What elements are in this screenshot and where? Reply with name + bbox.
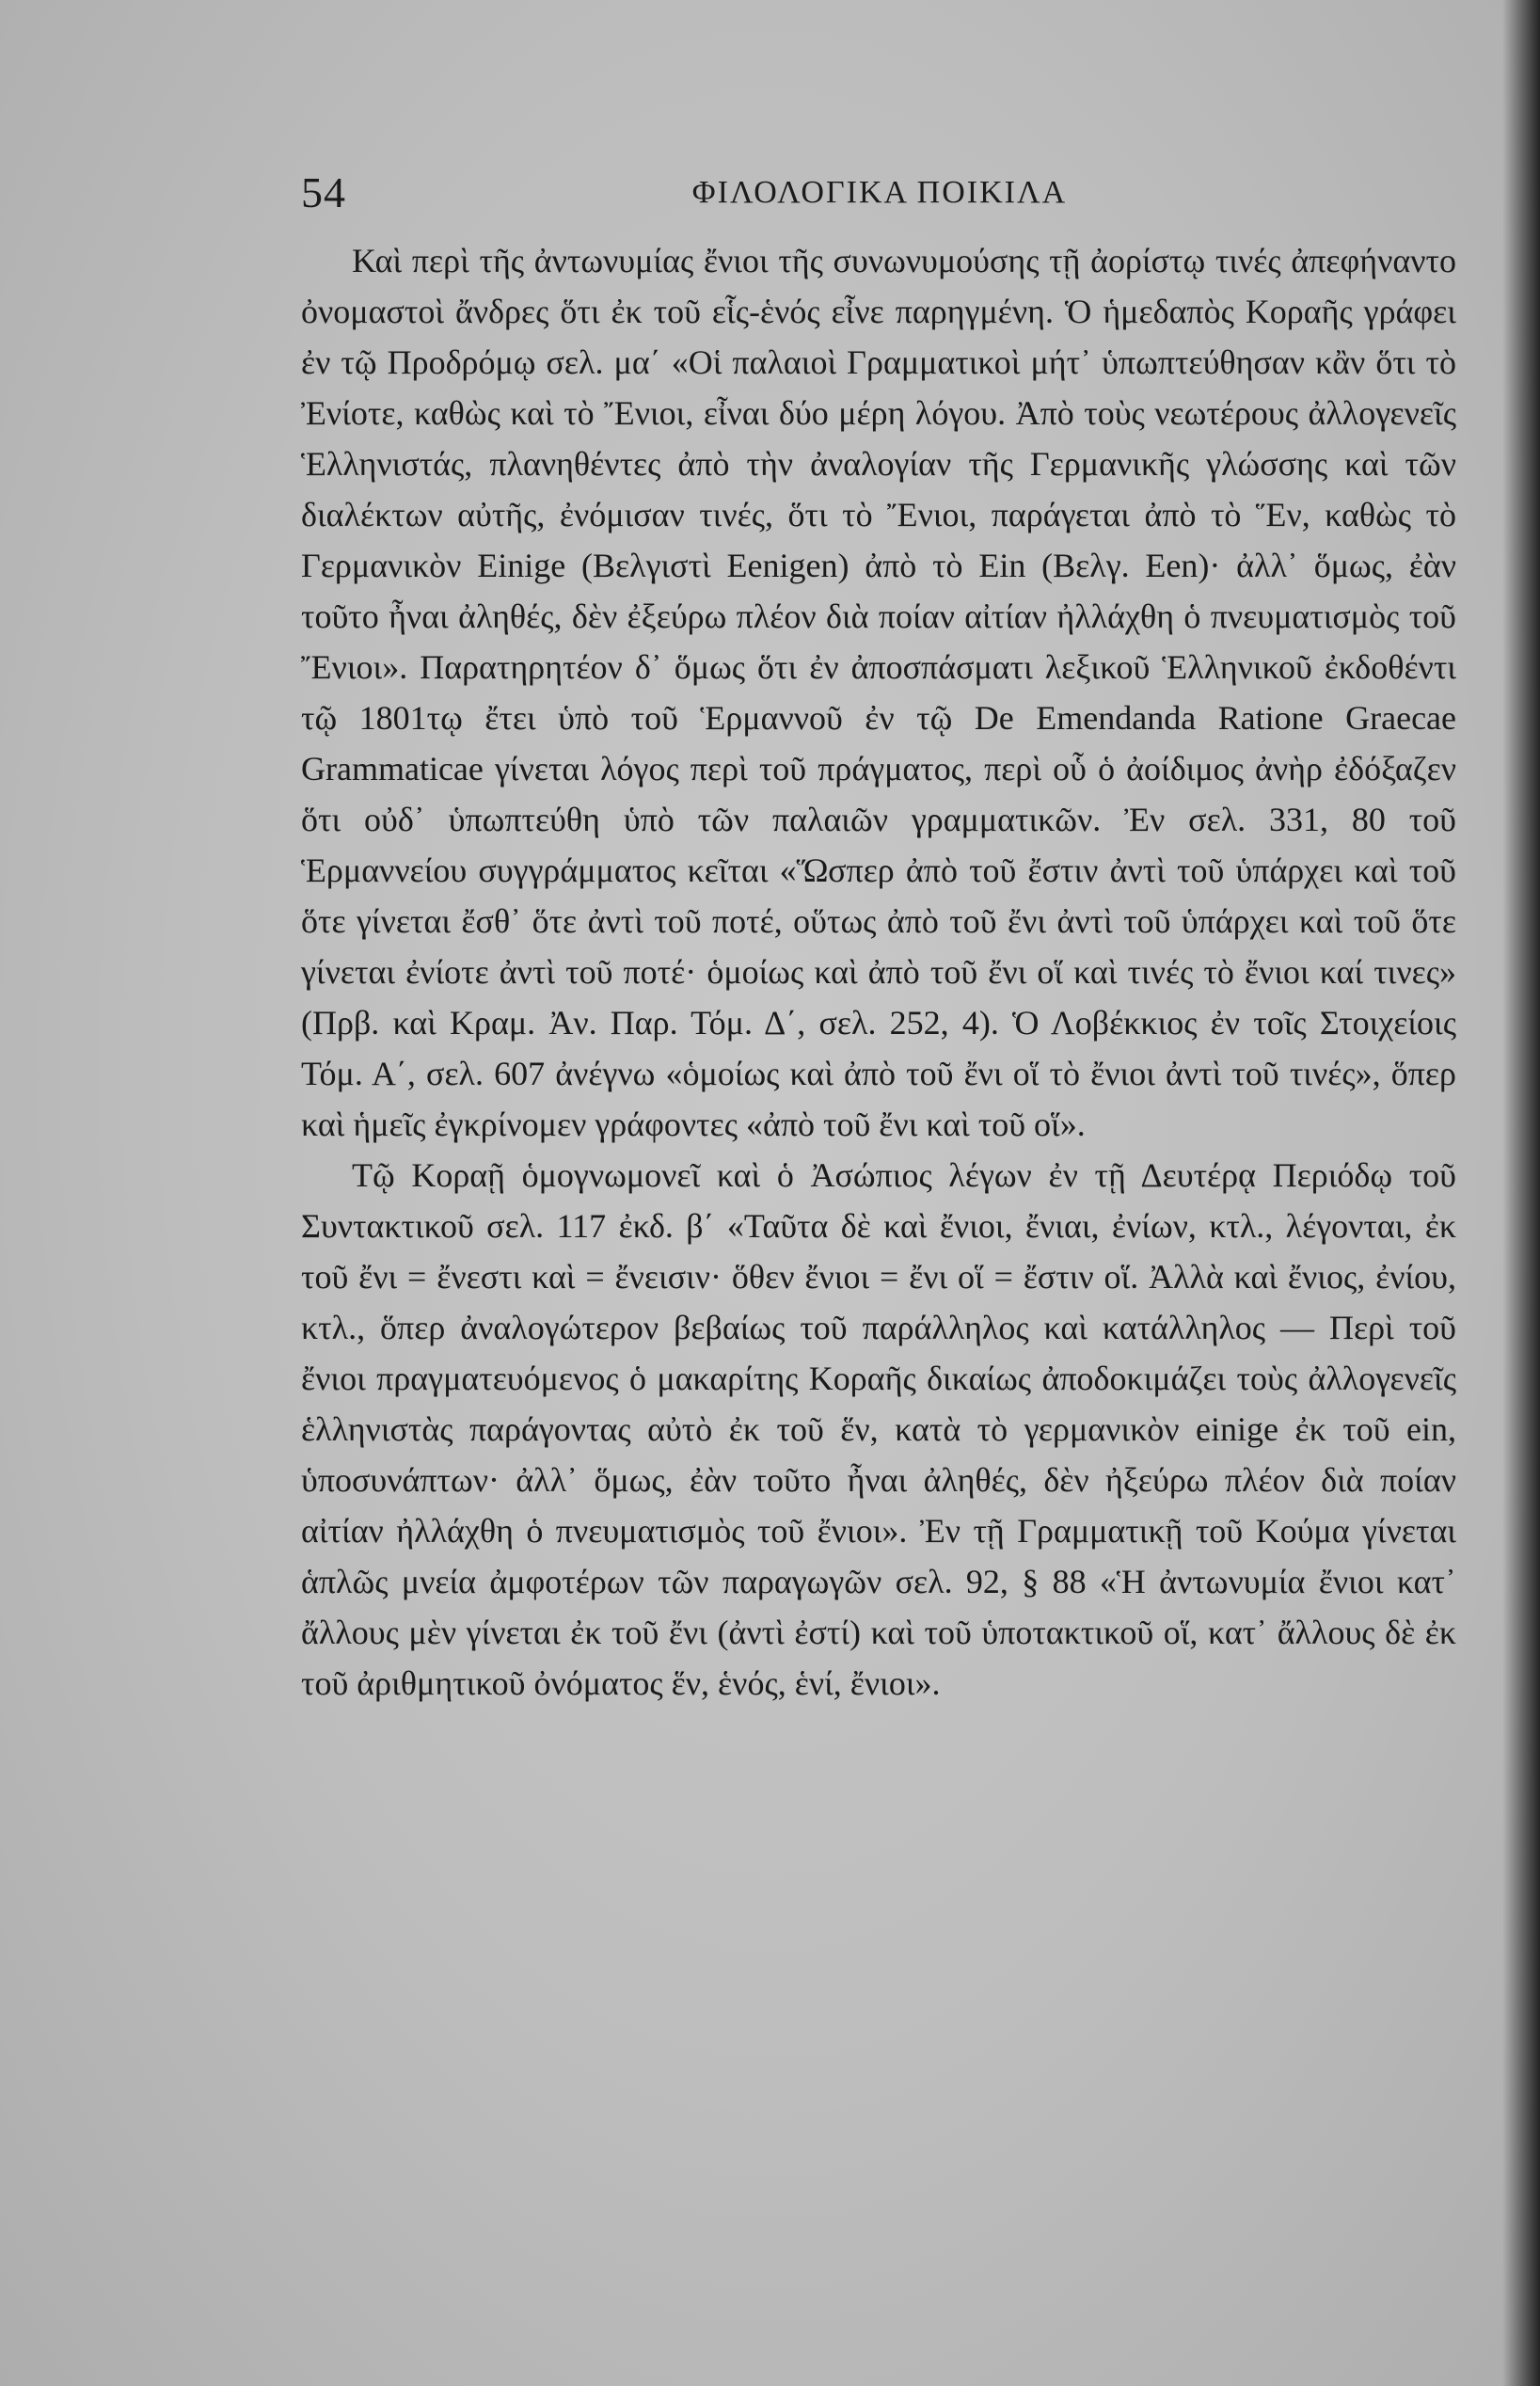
running-header xyxy=(301,167,1458,224)
binding-shadow xyxy=(1502,0,1540,2386)
running-title: ΦΙΛΟΛΟΓΙΚΑ ΠΟΙΚΙΛΑ xyxy=(691,175,1068,210)
paragraph-2: Τῷ Κοραῇ ὁμογνωμονεῖ καὶ ὁ Ἀσώπιος λέγων ἐν τῇ Δευτέρᾳ Περιόδῳ τοῦ Συντακτικοῦ σελ. 117 ἐκδ. β΄ «Ταῦτα δὲ καὶ ἔνιοι, ἔνιαι, ἐνίων, κτλ., λέγονται, ἐκ τοῦ ἔνι = ἔνεστι καὶ = ἔνεισιν· ὅθεν ἔνιοι = ἔνι οἵ = ἔστιν οἵ. Ἀλλὰ καὶ ἔνιος, ἐνίου, κτλ., ὅπερ ἀναλογώτερον βεβαίως τοῦ παράλληλος καὶ κατάλληλος — Περὶ τοῦ ἔνιοι πραγματευόμενος ὁ μακαρίτης Κοραῆς δικαίως ἀποδοκιμάζει τοὺς ἀλλογενεῖς ἑλληνιστὰς παράγοντας αὐτὸ ἐκ τοῦ ἕν, κατὰ τὸ γερμανικὸν einige ἐκ τοῦ ein, ὑποσυνάπτων· ἀλλ᾽ ὅμως, ἐὰν τοῦτο ἦναι ἀληθές, δὲν ἠξεύρω πλέον διὰ ποίαν αἰτίαν ἠλλάχθη ὁ πνευματισμὸς τοῦ ἔνιοι». Ἐν τῇ Γραμματικῇ τοῦ Κούμα γίνεται ἁπλῶς μνεία ἀμφοτέρων τῶν παραγωγῶν σελ. 92, § 88 «Ἡ ἀντωνυμία ἔνιοι κατ᾽ ἄλλους μὲν γίνεται ἐκ τοῦ ἔνι (ἀντὶ ἐστί) καὶ τοῦ ὑποτακτικοῦ οἵ, κατ᾽ ἄλλους δὲ ἐκ τοῦ ἀριθμητικοῦ ὀνόματος ἕν, ἑνός, ἑνί, ἔνιοι». xyxy=(301,1156,1456,1702)
body-text xyxy=(301,235,1456,2362)
page-number: 54 xyxy=(301,168,346,216)
paragraph-1: Καὶ περὶ τῆς ἀντωνυμίας ἔνιοι τῆς συνωνυμούσης τῇ ἀορίστῳ τινές ἀπεφήναντο ὀνομαστοὶ ἄνδρες ὅτι ἐκ τοῦ εἷς-ἑνός εἶνε παρηγμένη. Ὁ ἡμεδαπὸς Κοραῆς γράφει ἐν τῷ Προδρόμῳ σελ. μα΄ «Οἱ παλαιοὶ Γραμματικοὶ μήτ᾽ ὑπωπτεύθησαν κἂν ὅτι τὸ Ἐνίοτε, καθὼς καὶ τὸ Ἔνιοι, εἶναι δύο μέρη λόγου. Ἀπὸ τοὺς νεωτέρους ἀλλογενεῖς Ἑλληνιστάς, πλανηθέντες ἀπὸ τὴν ἀναλογίαν τῆς Γερμανικῆς γλώσσης καὶ τῶν διαλέκτων αὐτῆς, ἐνόμισαν τινές, ὅτι τὸ Ἔνιοι, παράγεται ἀπὸ τὸ Ἕν, καθὼς τὸ Γερμανικὸν Einige (Βελγιστὶ Eenigen) ἀπὸ τὸ Ein (Βελγ. Een)· ἀλλ᾽ ὅμως, ἐὰν τοῦτο ἦναι ἀληθές, δὲν ἐξεύρω πλέον διὰ ποίαν αἰτίαν ἠλλάχθη ὁ πνευματισμὸς τοῦ Ἔνιοι». Παρατηρητέον δ᾽ ὅμως ὅτι ἐν ἀποσπάσματι λεξικοῦ Ἑλληνικοῦ ἐκδοθέντι τῷ 1801τῳ ἔτει ὑπὸ τοῦ Ἑρμαννοῦ ἐν τῷ De Emendanda Ratione Graecae Grammaticae γίνεται λόγος περὶ τοῦ πράγματος, περὶ οὗ ὁ ἀοίδιμος ἀνὴρ ἐδόξαζεν ὅτι οὐδ᾽ ὑπωπτεύθη ὑπὸ τῶν παλαιῶν γραμματικῶν. Ἐν σελ. 331, 80 τοῦ Ἑρμαννείου συγγράμματος κεῖται «Ὥσπερ ἀπὸ τοῦ ἔστιν ἀντὶ τοῦ ὑπάρχει καὶ τοῦ ὅτε γίνεται ἔσθ᾽ ὅτε ἀντὶ τοῦ ποτέ, οὕτως ἀπὸ τοῦ ἔνι ἀντὶ τοῦ ὑπάρχει καὶ τοῦ ὅτε γίνεται ἐνίοτε ἀντὶ τοῦ ποτέ· ὁμοίως καὶ ἀπὸ τοῦ ἔνι οἵ καὶ τινές τὸ ἔνιοι καί τινες» (Πρβ. καὶ Κραμ. Ἀν. Παρ. Τόμ. Δ΄, σελ. 252, 4). Ὁ Λοβέκκιος ἐν τοῖς Στοιχείοις Τόμ. Α΄, σελ. 607 ἀνέγνω «ὁμοίως καὶ ἀπὸ τοῦ ἔνι οἵ τὸ ἔνιοι ἀντὶ τοῦ τινές», ὅπερ καὶ ἡμεῖς ἐγκρίνομεν γράφοντες «ἀπὸ τοῦ ἔνι καὶ τοῦ οἵ». xyxy=(301,242,1456,1143)
